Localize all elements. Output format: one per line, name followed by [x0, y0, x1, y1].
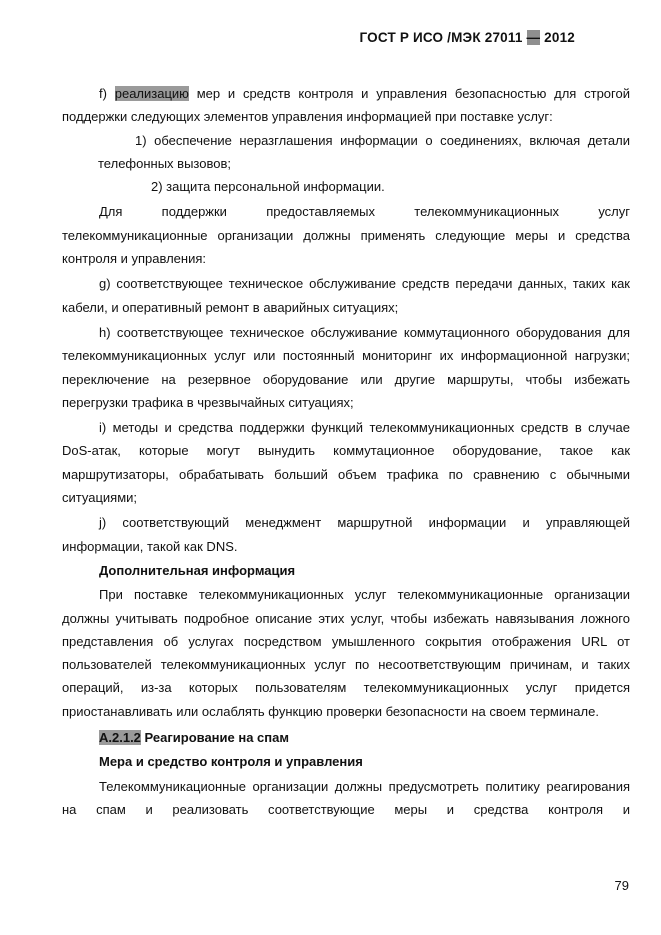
item-f-label: f) — [99, 86, 115, 101]
section-title: Реагирование на спам — [140, 730, 289, 746]
standard-designation: ГОСТ Р ИСО /МЭК 27011 — [359, 30, 527, 45]
item-g: g) соответствующее техническое обслуживание средств передачи данных, таких как кабели, и оперативный ремонт в аварийных ситуациях; — [62, 276, 630, 315]
item-j: j) соответствующий менеджмент маршрутной информации и управляющей информации, такой как DNS. — [62, 515, 630, 554]
measure-heading: Мера и средство контроля и управления — [99, 754, 363, 770]
page-number: 79 — [614, 878, 629, 893]
item-h: h) соответствующее техническое обслуживание коммутационного оборудования для телекоммуникационных услуг или постоянный мониторинг их информационной нагрузки; переключение на резервное оборудование или другие маршруты, чтобы избежать перегрузки трафика в чрезвычайных ситуациях; — [62, 324, 630, 410]
additional-info-text: При поставке телекоммуникационных услуг телекоммуникационные организации должны учитывать подробное описание этих услуг, чтобы избежать навязывания ложного представления об услугах посредством умышленного сокрытия отображения URL от пользователей телекоммуникационных услуг по несоответствующим причинам, и таких операций, из-за которых пользователям телекоммуникационных услуг придется приостанавливать или ослаблять функцию проверки безопасности на своем терминале. — [62, 587, 630, 719]
document-header — [359, 30, 575, 45]
standard-year: 2012 — [540, 30, 575, 45]
highlighted-word: реализацию — [114, 86, 189, 101]
item-i: i) методы и средства поддержки функций телекоммуникационных средств в случае DoS-атак, которые могут вынудить коммутационное оборудование, такое как маршрутизаторы, обрабатывать больший объем трафика по сравнению с обычными ситуациями; — [62, 420, 630, 506]
section-heading — [62, 726, 630, 749]
intro-paragraph: Для поддержки предоставляемых телекоммуникационных услуг телекоммуникационные организации должны применять следующие меры и средства контроля и управления: — [62, 204, 630, 267]
highlighted-dash: — — [526, 30, 541, 45]
item-f-text: мер и средств контроля и управления безопасностью для строгой поддержки следующих элементов управления информацией при поставке услуг: — [62, 86, 630, 125]
item-f — [62, 82, 630, 129]
additional-info-heading: Дополнительная информация — [99, 562, 296, 578]
document-body — [62, 82, 630, 821]
section-number: А.2.1.2 — [99, 730, 141, 746]
subitem-2: 2) защита персональной информации. — [151, 179, 385, 195]
last-paragraph: Телекоммуникационные организации должны предусмотреть политику реагирования на спам и реализовать соответствующие меры и средства контроля и — [62, 778, 630, 817]
subitem-1: 1) обеспечение неразглашения информации о соединениях, включая детали телефонных вызовов; — [98, 132, 630, 171]
